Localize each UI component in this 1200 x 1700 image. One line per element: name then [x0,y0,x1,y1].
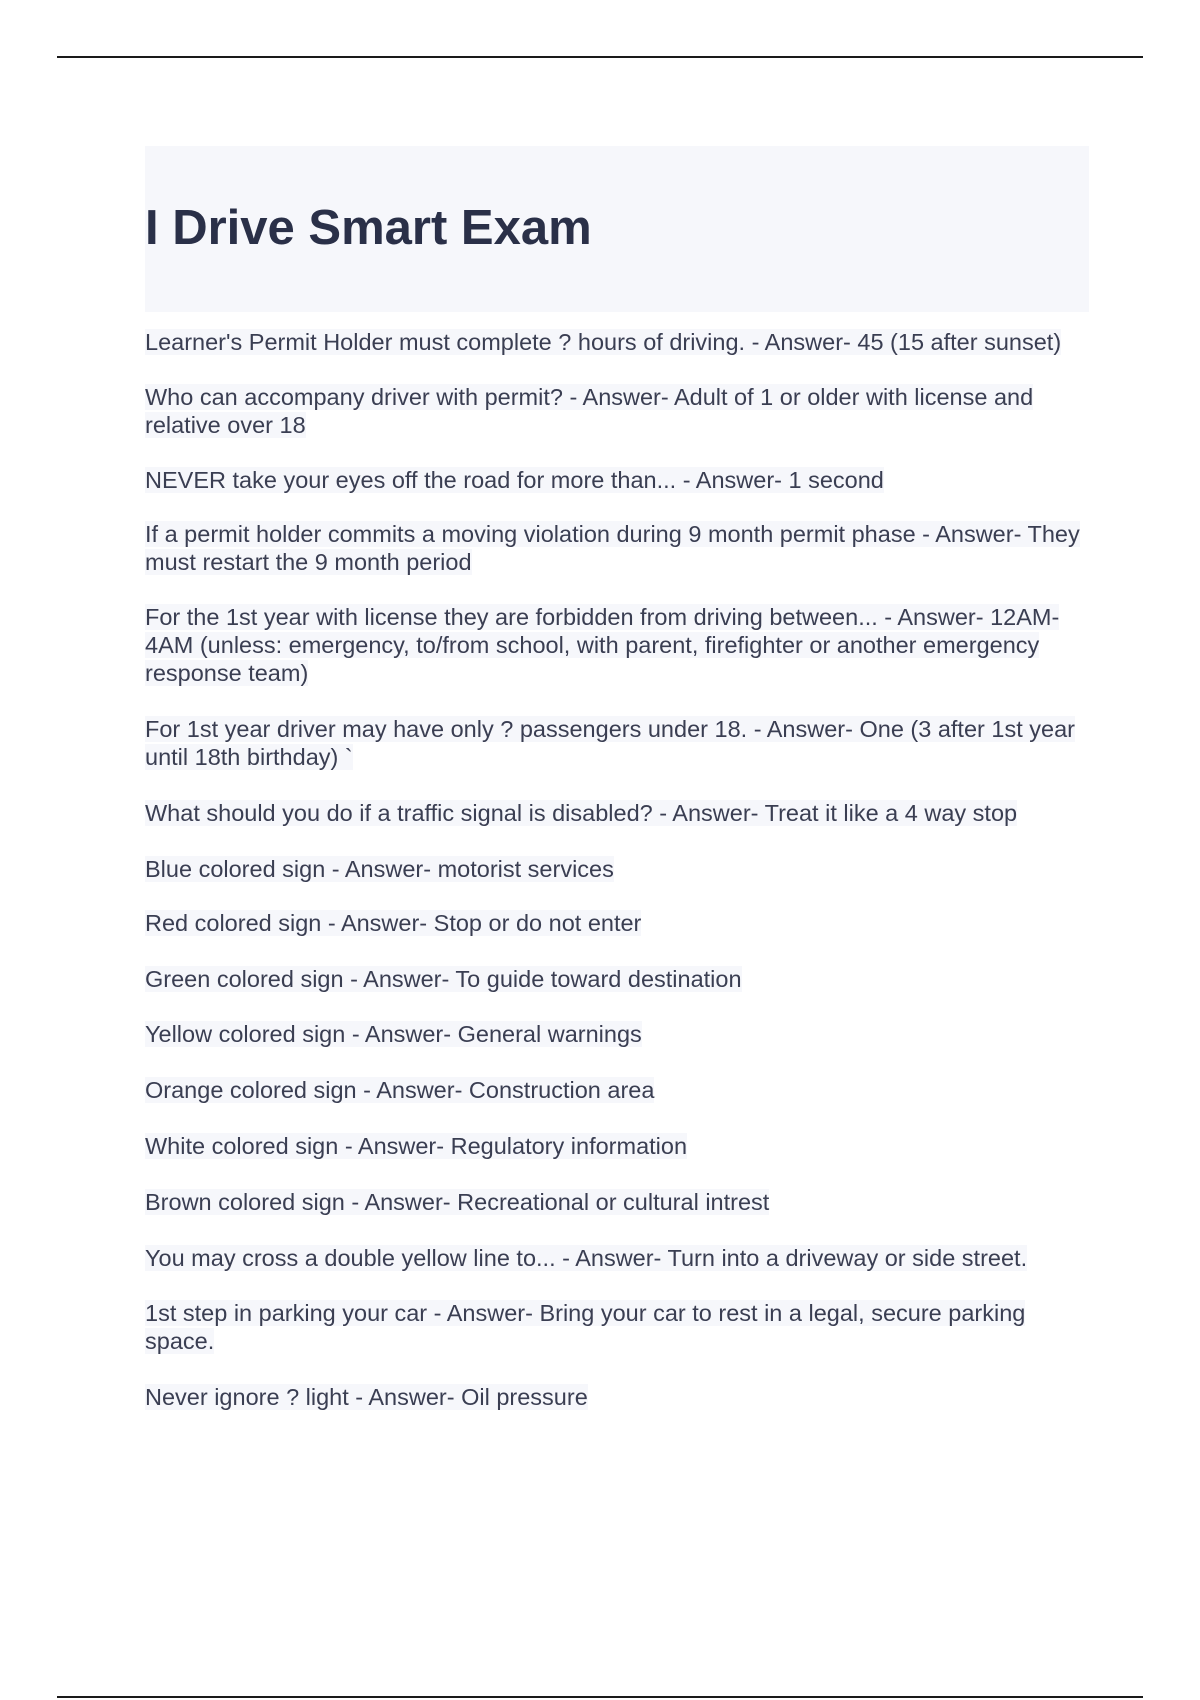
qa-text: For 1st year driver may have only ? passengers under 18. - Answer- One (3 after 1st year until 18th birthday) ` [145,716,1075,770]
list-item [145,799,1089,827]
list-item [145,466,1089,494]
qa-text: Who can accompany driver with permit? - Answer- Adult of 1 or older with license and relative over 18 [145,384,1034,438]
list-item [145,855,1089,883]
qa-text: Red colored sign - Answer- Stop or do not enter [145,910,642,936]
list-item [145,1188,1089,1216]
list-item [145,1244,1089,1272]
list-item [145,603,1089,687]
bottom-rule [57,1696,1143,1698]
page-title: I Drive Smart Exam [145,201,592,255]
list-item [145,383,1089,439]
list-item [145,1383,1089,1411]
list-item [145,1132,1089,1160]
qa-list [145,328,1089,1411]
list-item [145,1076,1089,1104]
list-item [145,965,1089,993]
qa-text: What should you do if a traffic signal is disabled? - Answer- Treat it like a 4 way stop [145,800,1018,826]
document-body [145,146,1089,1411]
qa-text: Blue colored sign - Answer- motorist services [145,856,614,882]
list-item [145,520,1089,576]
qa-text: For the 1st year with license they are forbidden from driving between... - Answer- 12AM-4AM (unless: emergency, to/from school, with parent, firefighter or another emergency response team) [145,604,1060,686]
qa-text: You may cross a double yellow line to... - Answer- Turn into a driveway or side street. [145,1245,1028,1271]
qa-text: Learner's Permit Holder must complete ? hours of driving. - Answer- 45 (15 after sunset) [145,329,1062,355]
list-item [145,328,1089,356]
qa-text: Never ignore ? light - Answer- Oil pressure [145,1384,588,1410]
list-item [145,1299,1089,1355]
qa-text: Brown colored sign - Answer- Recreational or cultural intrest [145,1189,770,1215]
qa-text: Yellow colored sign - Answer- General warnings [145,1021,642,1047]
qa-text: NEVER take your eyes off the road for more than... - Answer- 1 second [145,467,884,493]
title-band [145,146,1089,312]
top-rule [57,56,1143,58]
list-item [145,715,1089,771]
qa-text: Green colored sign - Answer- To guide toward destination [145,966,742,992]
qa-text: 1st step in parking your car - Answer- Bring your car to rest in a legal, secure parking space. [145,1300,1026,1354]
list-item [145,1020,1089,1048]
qa-text: Orange colored sign - Answer- Construction area [145,1077,655,1103]
qa-text: If a permit holder commits a moving violation during 9 month permit phase - Answer- They must restart the 9 month period [145,521,1080,575]
list-item [145,909,1089,937]
qa-text: White colored sign - Answer- Regulatory information [145,1133,688,1159]
